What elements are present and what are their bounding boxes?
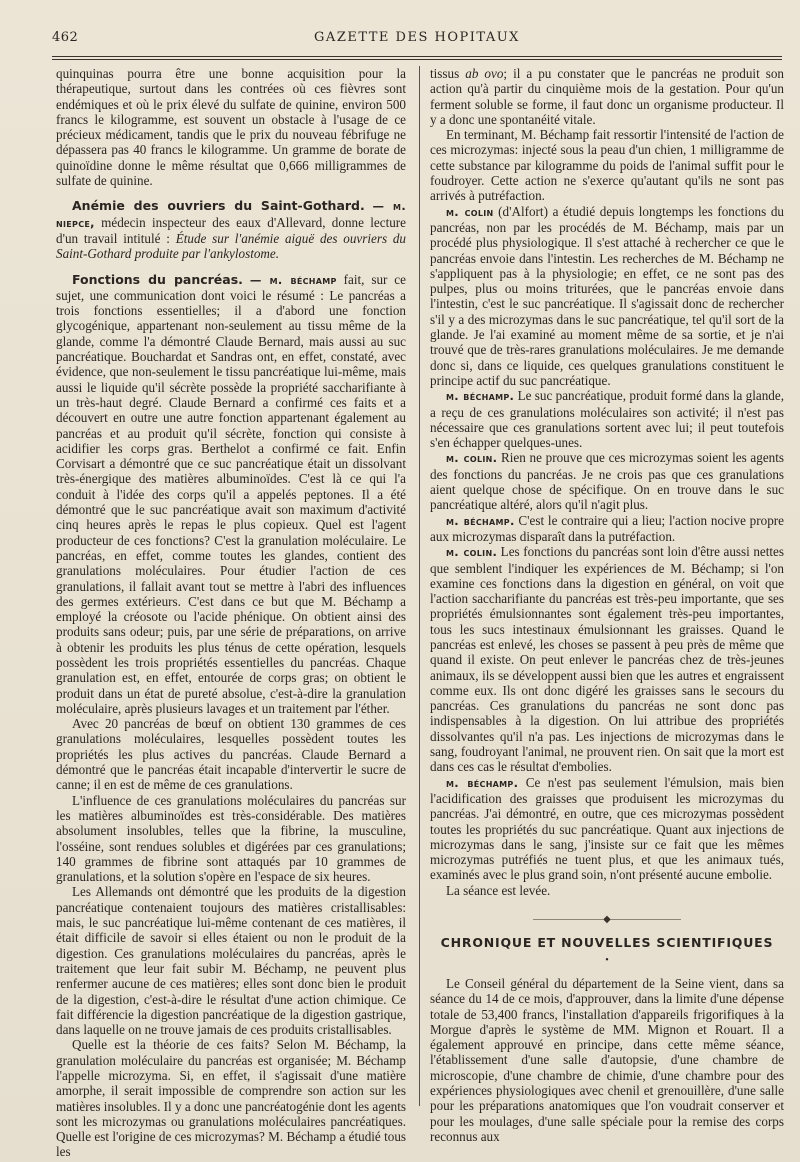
paragraph: L'influence de ces granulations moléculaires du pancréas sur les matières albuminoïdes est très-considérable. Des matières absolument insolubles, telles que la fibrine, la musculine, l'osséine, sont rendues solubles et digérées par ces granulations; 140 grammes de fibrine sont attaqués par 10 grammes de granulations, et la solution s'opère en l'espace de six heures.: [56, 792, 406, 885]
paragraph: Quelle est la théorie de ces faits? Selon M. Béchamp, la granulation moléculaire du pancréas est organisée; M. Béchamp l'appelle microzyma. Si, en effet, il s'agissait d'une matière amorphe, il serait impossible de comprendre son action sur les matières insolubles. Il y a donc une pancréatogénie dont les agents sont les microzymas ou granulations moléculaires pancréatiques. Quelle est l'origine de ces microzymas? M. Béchamp a étudié tous les: [56, 1037, 406, 1160]
paragraph: m. béchamp. Le suc pancréatique, produit formé dans la glande, a reçu de ces granulations moléculaires son activité; il n'est pas nécessaire que ces granulations sortent avec lui; il peut toutefois s'en échapper quelques-unes.: [430, 388, 784, 451]
running-title: GAZETTE DES HOPITAUX: [314, 30, 520, 45]
paragraph: m. colin (d'Alfort) a étudié depuis longtemps les fonctions du pancréas, non par les procédés de M. Béchamp, mais par un procédé plus physiologique. Il s'est attaché à rechercher ce que le pancréas envoie dans l'intestin. Les recherches de M. Béchamp ne s'appliquent pas à la physiologie; en effet, ce ne sont pas des pulpes, plus ou moins triturées, que le pancréas envoie dans l'intestin, c'est le suc pancréatique. Il s'agissait donc de rechercher s'il y a des microzymas dans le suc pancréatique, tel qu'il sort de la glande. Je l'ai examiné au moment même de sa sortie, et je n'ai trouvé que de très-rares granulations moléculaires. Je me demande donc si, dans ce liquide, ces quelques granulations constituent le principe actif du suc pancréatique.: [430, 203, 784, 388]
paragraph: Les Allemands ont démontré que les produits de la digestion pancréatique contenaient toujours des matières cristallisables: mais, le suc pancréatique lui-même contenant de ces matières, il était difficile de savoir si elles étaient ou non le produit de la digestion. Ces granulations moléculaires du pancréas, après le traitement que leur fait subir M. Béchamp, ne peuvent plus renfermer aucune de ces matières; elles sont donc bien le produit de la digestion, c'est-à-dire le résultat d'une action chimique. Ce fait différencie la digestion pancréatique de la digestion gastrique, dans laquelle on ne trouve jamais de ces produits cristallisables.: [56, 884, 406, 1038]
page-number: 462: [52, 30, 79, 45]
right-column: [430, 66, 784, 1144]
paragraph: m. colin. Rien ne prouve que ces microzymas soient les agents des fonctions du pancréas. Je ne crois pas que ces granulations aient quelque chose de spécifique. On en trouve dans le suc pancréatique altéré, alors qu'il n'agit plus.: [430, 450, 784, 513]
paragraph: La séance est levée.: [446, 882, 551, 898]
paragraph: m. béchamp. Ce n'est pas seulement l'émulsion, mais bien l'acidification des graisses que produisent les microzymas du pancréas. J'ai démontré, en outre, que ces microzymas possèdent toutes les propriétés du suc pancréatique. Quant aux injections de microzymas dans le sang, j'insiste sur ce fait que les mêmes microzymas putréfiés ne tuent plus, et que les animaux tués, examinés avec le plus grand soin, n'ont présenté aucune embolie.: [430, 774, 784, 883]
paragraph: tissus ab ovo; il a pu constater que le pancréas ne produit son action qu'à partir du cinquième mois de la gestation. Pour qu'un ferment soluble se forme, il faut donc un organisme producteur. Il y a donc une spontanéité vitale.: [430, 66, 784, 127]
speaker-name: m. colin.: [446, 451, 498, 466]
header-rule-double: [52, 59, 782, 60]
paragraph: m. béchamp. C'est le contraire qui a lieu; l'action nocive propre aux microzymas disparaît dans la putréfaction.: [430, 512, 784, 544]
speaker-name: m. béchamp.: [446, 775, 519, 790]
speaker-name: — m. béchamp: [249, 272, 337, 287]
paragraph: Avec 20 pancréas de bœuf on obtient 130 grammes de ces granulations moléculaires, lesquelles possèdent toutes les propriétés les plus actives du pancréas. Claude Bernard a démontré que le pancréas était incapable d'intervertir le sucre de canne; il en est de même de ces granulations.: [56, 716, 406, 793]
header-rule: [52, 56, 782, 57]
speaker-name: m. béchamp.: [446, 389, 515, 404]
ornament-divider: ———————◆———————: [533, 914, 681, 926]
speaker-name: m. colin: [446, 204, 494, 219]
section-title: CHRONIQUE ET NOUVELLES SCIENTIFIQUES: [440, 935, 774, 951]
speaker-name: — m. niepce,: [56, 199, 406, 230]
paragraph: quinquinas pourra être une bonne acquisition pour la thérapeutique, surtout dans les contrées où ces fièvres sont endémiques et où le prix élevé du sulfate de quinine, environ 500 francs le kilogramme, est souvent un obstacle à l'usage de ce précieux médicament, tandis que le prix du nouveau fébrifuge ne dépassera pas 40 francs le kilogramme. Un gramme de borate de quinoïdine donne le même résultat que 0,666 milligrammes de sulfate de quinine.: [56, 66, 406, 189]
page-header: [52, 30, 782, 52]
section-heading: Fonctions du pancréas.: [72, 271, 243, 287]
work-title: Étude sur l'anémie aiguë des ouvriers du Saint-Gothard produite par l'ankylostome.: [56, 230, 407, 262]
column-divider: [419, 66, 420, 1106]
speaker-name: m. colin.: [446, 545, 498, 560]
left-column: [56, 66, 406, 1160]
paragraph-fonctions: Fonctions du pancréas. — m. béchamp fait, sur ce sujet, une communication dont voici le résumé : Le pancréas a trois fonctions essentielles; il a d'abord une fonction glycogénique, appartenant non-seulement au tissu même de la glande, comme l'a démontré Claude Bernard, mais aussi au suc pancréatique. Bouchardat et Sandras ont, en effet, constaté, avec évidence, que non-seulement le tissu pancréatique lui-même, mais aussi le liquide qu'il sécrète possède la propriété saccharifiante à un très-haut degré. Claude Bernard a confirmé ces faits et a découvert en outre une autre fonction appartenant également au pancréas et au produit qu'il sécrète, fonction qui consiste à acidifier les corps gras. Berthelot a confirmé ce fait. Enfin Corvisart a démontré que ce suc pancréatique était un dissolvant très-énergique des matières albuminoïdes. C'est là ce qui l'a conduit à l'idée des corps qu'il a appelés peptones. Il a été démontré que le suc pancréatique avait son maximum d'activité cinq heures après le repas le plus copieux. Quel est l'agent producteur de ces fonctions? C'est la granulation moléculaire. Le pancréas, en effet, comme toutes les glandes, contient des granulations moléculaires. Pour étudier l'action de ces granulations, il fallait avant tout se mettre à l'abri des influences des germes extérieurs. C'est dans ce but que M. Béchamp a employé la créosote ou l'acide phénique. On obtient ainsi des produits sans odeur; puis, par une série de préparations, on arrive à obtenir les produits les plus ténus de cette opération, lesquels possèdent les trois propriétés essentielles du pancréas. Chaque granulation est, en effet, entourée de corps gras; on obtient le produit dans un état de pureté absolue, c'est-à-dire la granulation moléculaire, après plusieurs lavages et un traitement par l'éther.: [56, 271, 406, 716]
paragraph: En terminant, M. Béchamp fait ressortir l'intensité de l'action de ces microzymas: injecté sous la peau d'un chien, 1 milligramme de cette substance par kilogramme du poids de l'animal suffit pour le foudroyer. Cette action ne s'exerce qu'autant qu'ils ne sont pas arrivés à putréfaction.: [430, 127, 784, 204]
paragraph: m. colin. Les fonctions du pancréas sont loin d'être aussi nettes que semblent l'indiquer les expériences de M. Béchamp; si l'on examine ces fonctions dans la digestion en général, on voit que l'action saccharifiante du pancréas est très-peu importante, que ses propriétés émulsionnantes sont également très-peu importantes, tous les sucs intestinaux émulsionnant les graisses. Quand le pancréas est enlevé, les choses se passent à peu près de même que quand il existe. On peut enlever le pancréas chez de très-jeunes animaux, ils se développent aussi bien que les autres et engraissent comme eux. Ils ont donc digéré les graisses sans le secours du pancréas. Ces granulations du pancréas ne sont donc pas indispensables à la digestion. On lui attribue des propriétés dissolvantes qu'il n'a pas. Les injections de microzymas dans le sang, foudroyant l'animal, ne prouvent rien. On sait que la mort est dans ces cas le résultat d'embolies.: [430, 544, 784, 775]
ornament-dot: •: [605, 954, 609, 966]
section-heading: Anémie des ouvriers du Saint-Gothard.: [72, 198, 365, 214]
paragraph-anemie: Anémie des ouvriers du Saint-Gothard. — m. niepce, médecin inspecteur des eaux d'Allevard, donne lecture d'un travail intitulé : Étude sur l'anémie aiguë des ouvriers du Saint-Gothard produite par l'ankylostome.: [56, 198, 407, 262]
speaker-name: m. béchamp.: [446, 513, 515, 528]
paragraph: Le Conseil général du département de la Seine vient, dans sa séance du 14 de ce mois, d'approuver, dans la limite d'une dépense totale de 53,400 francs, l'installation d'appareils frigorifiques à la Morgue d'après le système de MM. Mignon et Rouart. Il a également approuvé en principe, dans cette même séance, l'établissement d'une salle d'autopsie, d'une chambre de microscopie, d'une chambre de chimie, d'une chambre pour des expériences physiologiques avec chenil et grenouillère, d'une salle pour les préparations anatomiques que l'on voudrait conserver et pour les moulages, d'une salle spéciale pour la remise des corps reconnus aux: [430, 975, 784, 1144]
